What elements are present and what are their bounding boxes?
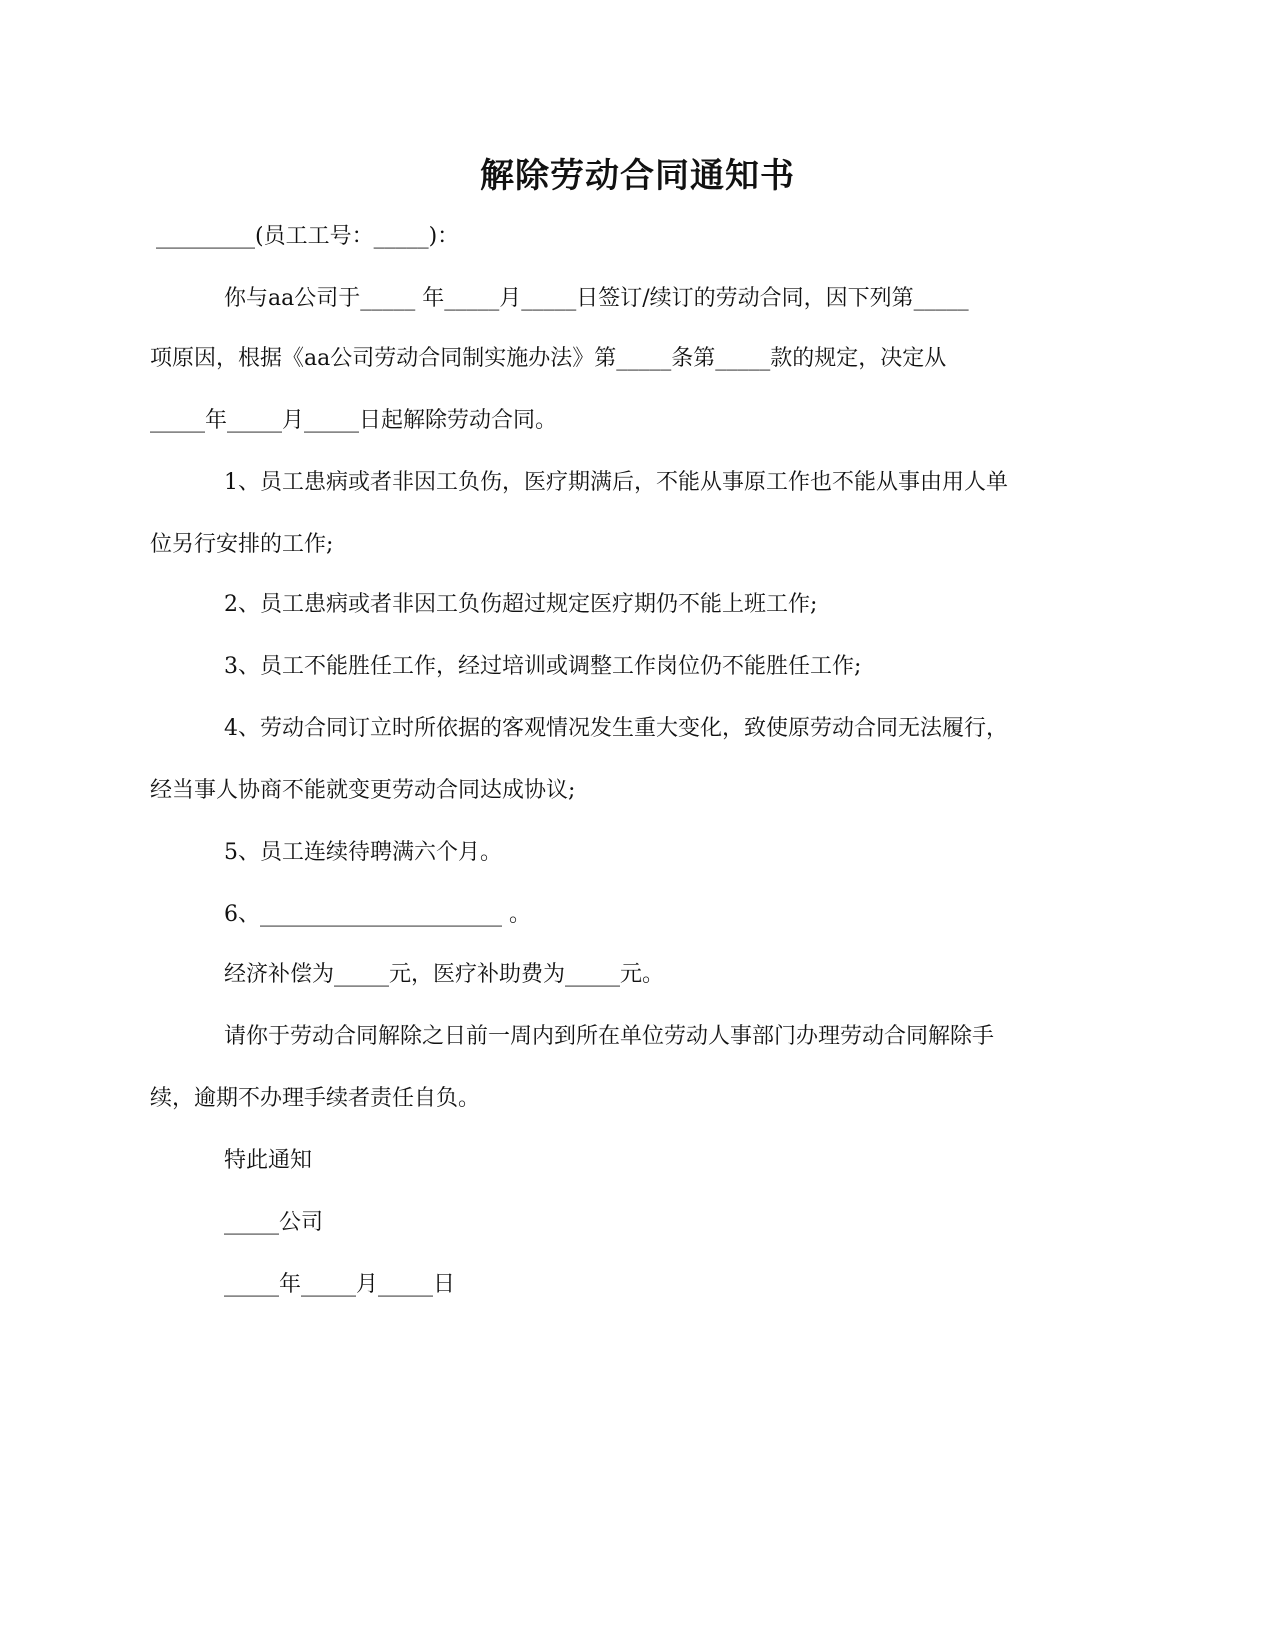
compensation-line: 经济补偿为_____元，医疗补助费为_____元。 [224, 962, 665, 987]
document-title: 解除劳动合同通知书 [480, 156, 795, 196]
reason4-line2: 经当事人协商不能就变更劳动合同达成协议; [150, 778, 576, 803]
reason6-line: 6、______________________ 。 [224, 902, 531, 927]
reason3-line: 3、员工不能胜任工作，经过培训或调整工作岗位仍不能胜任工作; [224, 654, 862, 679]
reason1-line1: 1、员工患病或者非因工负伤，医疗期满后，不能从事原工作也不能从事由用人单 [224, 470, 1008, 495]
paragraph1-line1: 你与aa公司于_____ 年_____月_____日签订/续订的劳动合同，因下列第_____ [224, 286, 969, 311]
reason4-line1: 4、劳动合同订立时所依据的客观情况发生重大变化，致使原劳动合同无法履行， [224, 716, 1008, 741]
paragraph1-line2: 项原因，根据《aa公司劳动合同制实施办法》第_____条第_____款的规定，决定从 [150, 346, 947, 371]
reason5-line: 5、员工连续待聘满六个月。 [224, 840, 502, 865]
paragraph1-line3: _____年_____月_____日起解除劳动合同。 [150, 408, 558, 433]
salutation-line: _________(员工工号：_____)： [156, 224, 460, 249]
company-line: _____公司 [224, 1210, 324, 1235]
date-line: _____年_____月_____日 [224, 1272, 456, 1297]
instruction-line2: 续，逾期不办理手续者责任自负。 [150, 1086, 481, 1111]
reason1-line2: 位另行安排的工作; [150, 532, 334, 557]
instruction-line1: 请你于劳动合同解除之日前一周内到所在单位劳动人事部门办理劳动合同解除手 [224, 1024, 995, 1049]
closing-line: 特此通知 [224, 1148, 313, 1173]
reason2-line: 2、员工患病或者非因工负伤超过规定医疗期仍不能上班工作; [224, 592, 818, 617]
